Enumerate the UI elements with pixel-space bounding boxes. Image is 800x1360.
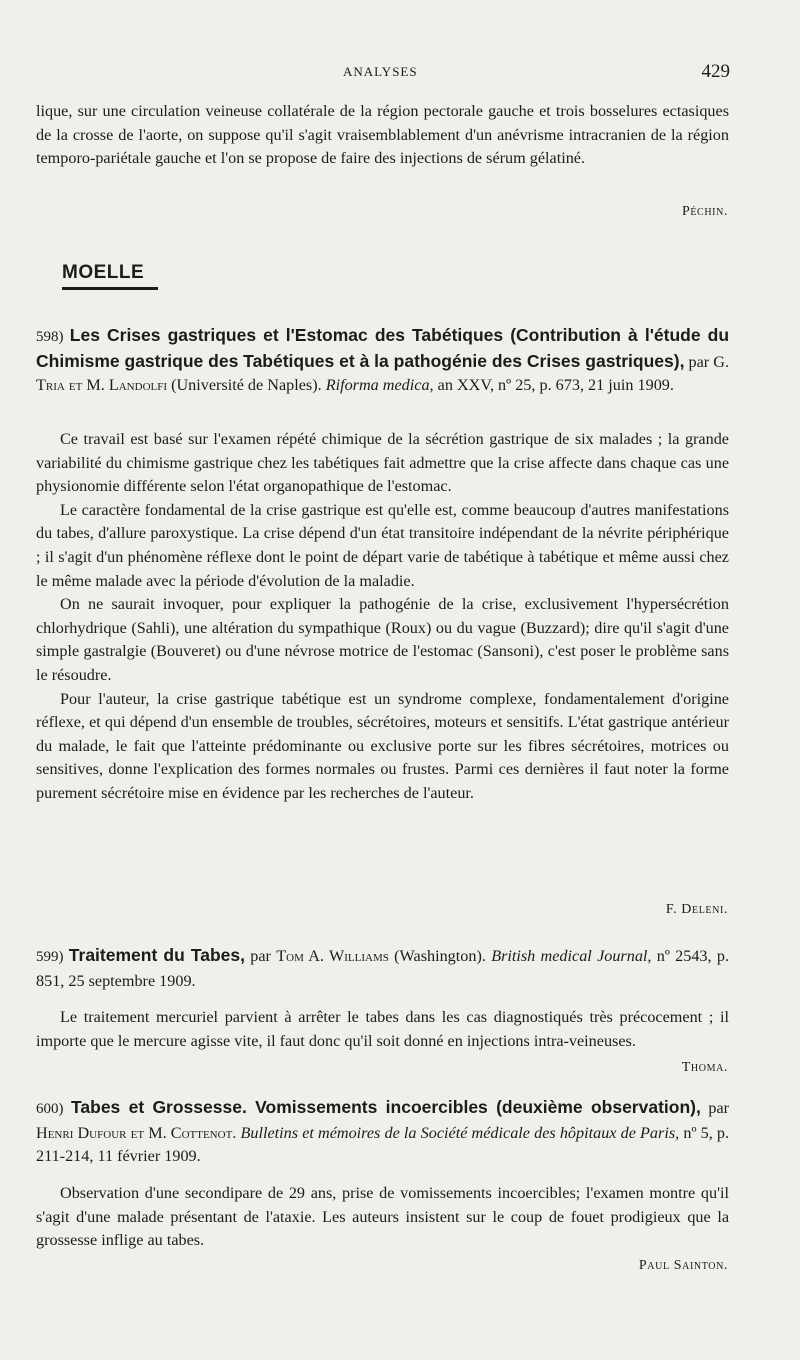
- entry-599-body: [36, 1006, 729, 1053]
- entry-authors: Henri Dufour et M. Cottenot.: [36, 1123, 237, 1142]
- paragraph: Observation d'une secondipare de 29 ans, prise de vomissements incoercibles; l'examen montre qu'il s'agit d'une malade présentant de l'ataxie. Les auteurs insistent sur le coup de fouet prodigieux que la grossesse inflige au tabes.: [36, 1184, 729, 1250]
- entry-number: 599): [36, 949, 64, 965]
- entry-600-header: [36, 1096, 729, 1169]
- entry-details: nº 5, p. 211-214, 11 février 1909.: [36, 1123, 730, 1166]
- entry-598-body: [36, 428, 729, 806]
- entry-source: Bulletins et mémoires de la Société médicale des hôpitaux de Paris,: [240, 1123, 680, 1142]
- paragraph: Pour l'auteur, la crise gastrique tabétique est un syndrome complexe, fondamentalement d'origine réflexe, et qui dépend d'un ensemble de troubles, sécrétoires, moteurs et sensitifs. L'état gastrique antérieur du malade, le fait que l'atteinte prédominante ou exclusive porte sur les fibres sécrétoires, motrices ou sensitives, donne l'explication des formes normales ou frustes. Parmi ces dernières il faut noter la forme purement sécrétoire mise en évidence par les recherches de l'auteur.: [36, 689, 729, 802]
- entry-authors: Tom A. Williams: [276, 947, 389, 965]
- paragraph: On ne saurait invoquer, pour expliquer la pathogénie de la crise, exclusivement l'hypersécrétion chlorhydrique (Sahli), une altération du sympathique (Roux) ou du vague (Buzzard); dire qu'il s'agit d'une simple gastralgie (Bouveret) ou d'une névrose motrice de l'estomac (Sansoni), c'est poser le problème sans le résoudre.: [36, 595, 729, 684]
- entry-title: Les Crises gastriques et l'Estomac des Tabétiques (Contribution à l'étude du Chimisme gastrique des Tabétiques et à la pathogénie des Crises gastriques),: [36, 325, 730, 371]
- entry-authors: G. Tria et M. Landolfi: [36, 352, 730, 395]
- entry-affiliation: (Université de Naples).: [171, 376, 322, 395]
- entry-source: British medical Journal,: [491, 947, 652, 965]
- entry-affiliation: (Washington).: [394, 947, 486, 965]
- paragraph: lique, sur une circulation veineuse collatérale de la région pectorale gauche et trois bosselures ectasiques de la crosse de l'aorte, on suppose qu'il s'agit vraisemblablement d'un anévrisme intracranien de la région temporo-pariétale gauche et l'on se propose de faire des injections de sérum gélatiné.: [36, 102, 729, 168]
- entry-title: Traitement du Tabes,: [68, 945, 245, 965]
- entry-600-body: [36, 1182, 729, 1253]
- entry-number: 600): [36, 1101, 64, 1117]
- running-title: ANALYSES: [343, 64, 418, 79]
- signature-598: F. Deleni.: [665, 902, 728, 917]
- entry-source: Riforma medica,: [325, 376, 434, 395]
- previous-entry-continuation: [36, 100, 729, 171]
- entry-title: Tabes et Grossesse. Vomissements incoercibles (deuxième observation),: [71, 1097, 701, 1117]
- entry-598-header: [36, 324, 729, 398]
- paragraph: Le caractère fondamental de la crise gastrique est qu'elle est, comme beaucoup d'autres manifestations du tabes, d'allure paroxystique. La crise dépend d'un état transitoire indépendant de la névrite périphérique ; il s'agit d'un phénomène réflexe dont le point de départ varie de tabétique à tabétique et même aussi chez le même malade avec la période d'évolution de la maladie.: [36, 500, 729, 590]
- entry-par: par: [688, 352, 710, 371]
- signature-prev: Péchin.: [681, 204, 728, 219]
- section-underline: [62, 287, 158, 290]
- entry-599-header: [36, 944, 729, 993]
- signature-600: Paul Sainton.: [638, 1258, 728, 1273]
- entry-par: par: [708, 1099, 730, 1117]
- entry-number: 598): [36, 329, 64, 345]
- entry-par: par: [250, 947, 271, 965]
- running-head: [0, 61, 800, 86]
- entry-details: nº 2543, p. 851, 25 septembre 1909.: [36, 947, 729, 990]
- page-number: 429: [701, 61, 730, 82]
- paragraph: Ce travail est basé sur l'examen répété chimique de la sécrétion gastrique de six malades ; la grande variabilité du chimisme gastrique chez les tabétiques fait admettre que la crise affecte dans chaque cas une physionomie différente selon l'état organopathique de l'estomac.: [36, 430, 729, 496]
- entry-details: an XXV, nº 25, p. 673, 21 juin 1909.: [437, 376, 674, 395]
- section-heading: MOELLE: [62, 262, 145, 283]
- paragraph: Le traitement mercuriel parvient à arrêter le tabes dans les cas diagnostiqués très précocement ; il importe que le mercure agisse vite, il faut donc qu'il soit donné en injections intra-veineuses.: [36, 1008, 729, 1050]
- signature-599: Thoma.: [681, 1060, 728, 1075]
